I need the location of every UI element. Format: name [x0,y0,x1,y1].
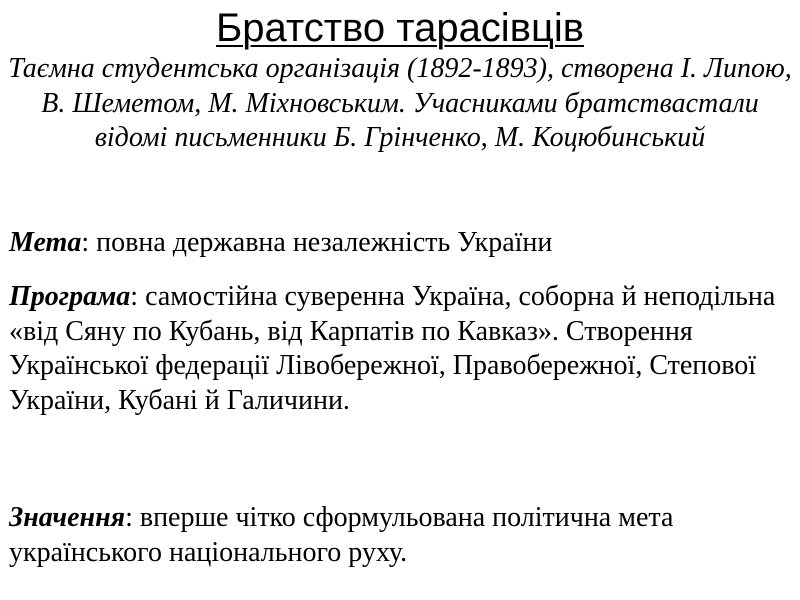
bullet-goal [9,226,793,261]
bullet-significance-term: Значення [9,502,126,533]
bullet-significance-text: : вперше чітко сформульована політична мета українського національного руху. [9,502,674,568]
bullet-goal-text: : повна державна незалежність України [81,227,553,258]
slide-title: Братство тарасівців [215,6,584,50]
bullet-program [9,280,793,418]
bullet-goal-term: Мета [9,227,82,258]
bullet-program-term: Програма [9,281,131,312]
bullet-program-text: : самостійна суверенна Україна, соборна й неподільна «від Сяну по Кубань, від Карпатів по Кавказ». Створення Української федерації Лівобережної, Правобережної, Степової України, Кубані й Галичини. [9,281,776,416]
slide-subtitle: Таємна студентська організація (1892-1893), створена І. Липою, В. Шеметом, М. Міхновським. Учасниками братствастали відомі письменники Б. Грінченко, М. Коцюбинський [8,53,792,153]
bullet-significance [9,501,793,570]
